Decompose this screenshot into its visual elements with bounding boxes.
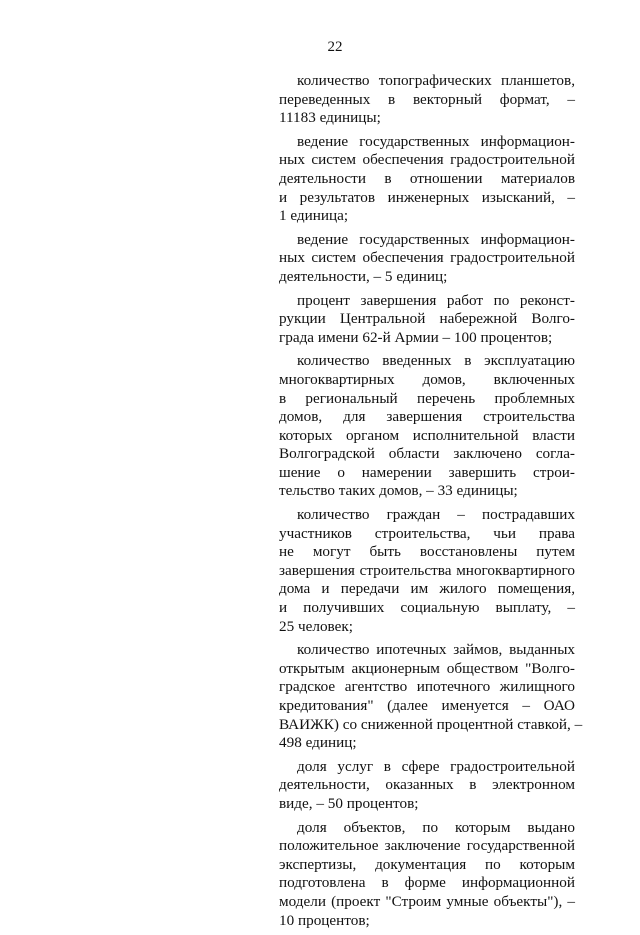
text-line: града имени 62-й Армии – 100 процентов; <box>279 328 553 346</box>
paragraph <box>279 758 575 814</box>
text-line: которых органом исполнительной власти <box>279 426 575 444</box>
text-line: ВАИЖК) со сниженной процентной ставкой, – <box>279 715 583 733</box>
text-line: доля объектов, по которым выдано <box>297 818 575 836</box>
text-line: деятельности, – 5 единиц; <box>279 267 448 285</box>
paragraph <box>279 231 575 287</box>
text-line: ных систем обеспечения градостроительной <box>279 151 575 169</box>
text-line: доля услуг в сфере градостроительной <box>297 757 575 775</box>
text-line: домов, для завершения строительства <box>279 408 575 426</box>
paragraph <box>279 506 575 636</box>
paragraph <box>279 819 575 931</box>
text-line: экспертизы, документация по которым <box>279 855 575 873</box>
text-line: 1 единица; <box>279 207 349 225</box>
text-line: градское агентство ипотечного жилищного <box>279 678 575 696</box>
text-line: деятельности, оказанных в электронном <box>279 776 575 794</box>
text-line: количество ипотечных займов, выданных <box>297 641 575 659</box>
paragraph <box>279 292 575 348</box>
text-line: ведение государственных информацион- <box>297 132 575 150</box>
text-line: подготовлена в форме информационной <box>279 874 575 892</box>
text-line: и результатов инженерных изысканий, – <box>279 188 575 206</box>
text-line: не могут быть восстановлены путем <box>279 543 575 561</box>
text-line: процент завершения работ по реконст- <box>297 291 575 309</box>
paragraph <box>279 352 575 501</box>
text-line: количество топографических планшетов, <box>297 72 575 89</box>
text-line: ведение государственных информацион- <box>297 230 575 248</box>
text-line: 11183 единицы; <box>279 109 381 127</box>
document-body <box>279 72 583 935</box>
paragraph <box>279 641 583 753</box>
text-line: рукции Центральной набережной Волго- <box>279 310 575 328</box>
text-line: количество введенных в эксплуатацию <box>297 352 575 370</box>
text-line: участников строительства, чьи права <box>279 524 575 542</box>
text-line: Волгоградской области заключено согла- <box>279 445 575 463</box>
text-line: деятельности в отношении материалов <box>279 169 575 187</box>
text-line: количество граждан – пострадавших <box>297 506 575 524</box>
text-line: кредитования" (далее именуется – ОАО <box>279 697 575 714</box>
text-line: дома и передачи им жилого помещения, <box>279 580 575 598</box>
text-line: 10 процентов; <box>279 911 370 929</box>
text-line: открытым акционерным обществом "Волго- <box>279 659 575 677</box>
paragraph <box>279 133 575 226</box>
text-line: 498 единиц; <box>279 734 357 752</box>
text-line: ных систем обеспечения градостроительной <box>279 249 575 267</box>
paragraph <box>279 72 575 128</box>
text-line: шение о намерении завершить строи- <box>279 463 575 481</box>
text-line: переведенных в векторный формат, – <box>279 90 575 108</box>
text-line: 25 человек; <box>279 617 353 635</box>
text-line: модели (проект "Строим умные объекты"), – <box>279 892 575 910</box>
text-line: и получивших социальную выплату, – <box>279 599 575 617</box>
text-line: положительное заключение государственной <box>279 837 575 855</box>
text-line: тельство таких домов, – 33 единицы; <box>279 482 518 500</box>
text-line: многоквартирных домов, включенных <box>279 370 575 388</box>
text-line: виде, – 50 процентов; <box>279 794 419 812</box>
page-number: 22 <box>327 39 343 55</box>
text-line: завершения строительства многоквартирного <box>279 561 575 579</box>
text-line: в региональный перечень проблемных <box>279 389 575 407</box>
